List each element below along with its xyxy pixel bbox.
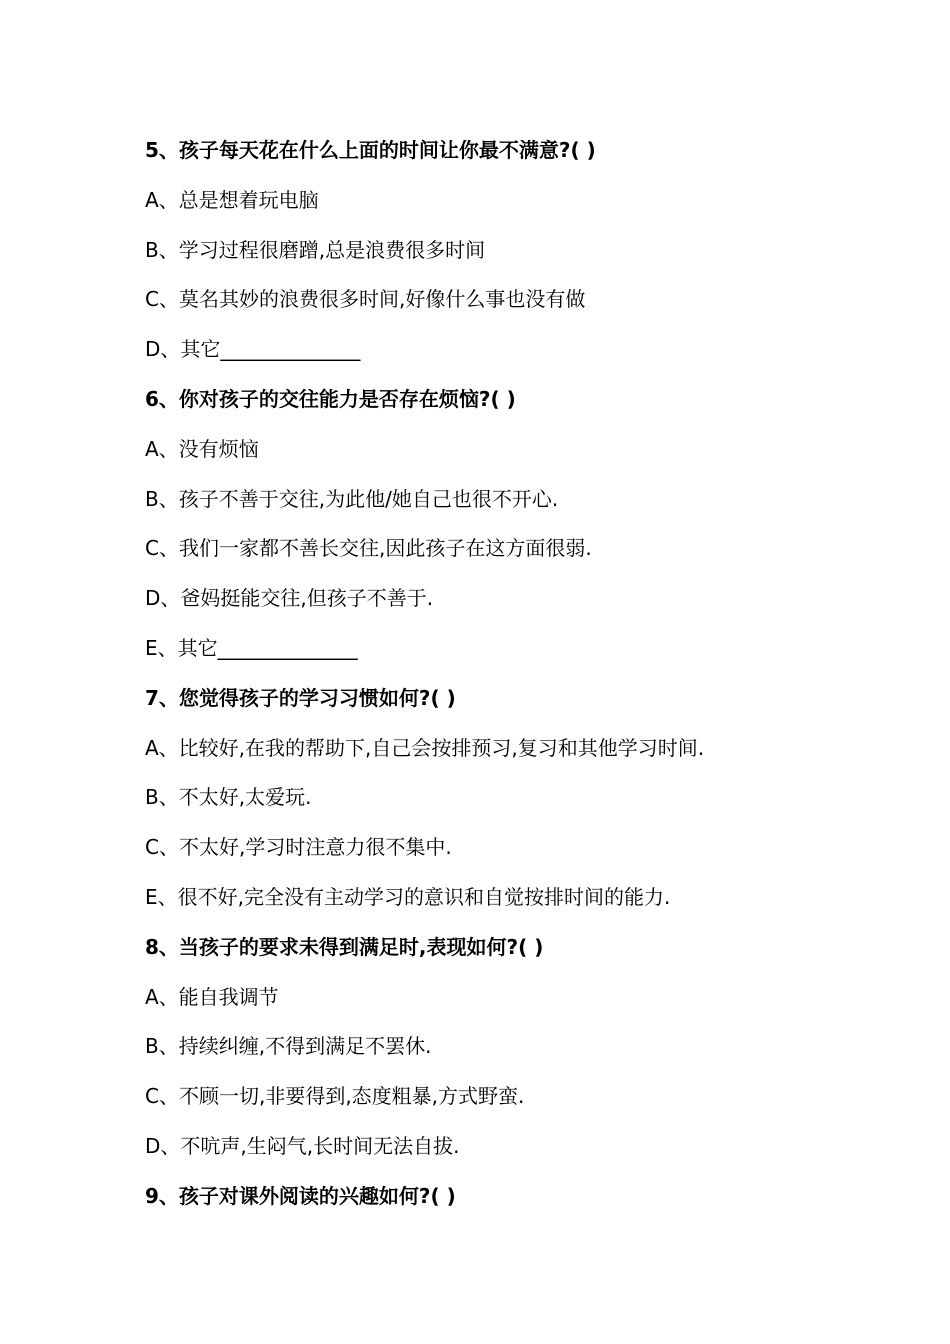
question-6-option-a: A、没有烦恼 [145,436,259,461]
question-8-title: 8、当孩子的要求未得到满足时,表现如何?( ) [145,934,544,959]
question-9-title: 9、孩子对课外阅读的兴趣如何?( ) [145,1183,456,1208]
question-7-title: 7、您觉得孩子的学习习惯如何?( ) [145,685,456,710]
question-5-option-c: C、莫名其妙的浪费很多时间,好像什么事也没有做 [145,287,586,312]
question-6-option-c: C、我们一家都不善长交往,因此孩子在这方面很弱. [145,536,592,561]
question-6-option-e: E、其它______________ [145,635,358,660]
question-5-option-b: B、学习过程很磨蹭,总是浪费很多时间 [145,237,486,262]
question-8-option-d: D、不吭声,生闷气,长时间无法自拔. [145,1133,460,1158]
question-7-option-b: B、不太好,太爱玩. [145,785,312,810]
question-6-option-b: B、孩子不善于交往,为此他/她自己也很不开心. [145,486,559,511]
questionnaire-body [145,133,885,1229]
question-8-option-c: C、不顾一切,非要得到,态度粗暴,方式野蛮. [145,1084,525,1109]
question-6-option-d: D、爸妈挺能交往,但孩子不善于. [145,586,434,611]
question-7-option-e: E、很不好,完全没有主动学习的意识和自觉按排时间的能力. [145,884,671,909]
question-5-title: 5、孩子每天花在什么上面的时间让你最不满意?( ) [145,138,596,162]
question-5-option-d: D、其它______________ [145,337,361,362]
question-7-option-c: C、不太好,学习时注意力很不集中. [145,835,452,860]
question-6-title: 6、你对孩子的交往能力是否存在烦恼?( ) [145,386,516,411]
question-8-option-a: A、能自我调节 [145,984,279,1009]
question-5-option-a: A、总是想着玩电脑 [145,187,319,212]
question-7-option-a: A、比较好,在我的帮助下,自己会按排预习,复习和其他学习时间. [145,735,705,760]
question-8-option-b: B、持续纠缠,不得到满足不罢休. [145,1034,432,1059]
